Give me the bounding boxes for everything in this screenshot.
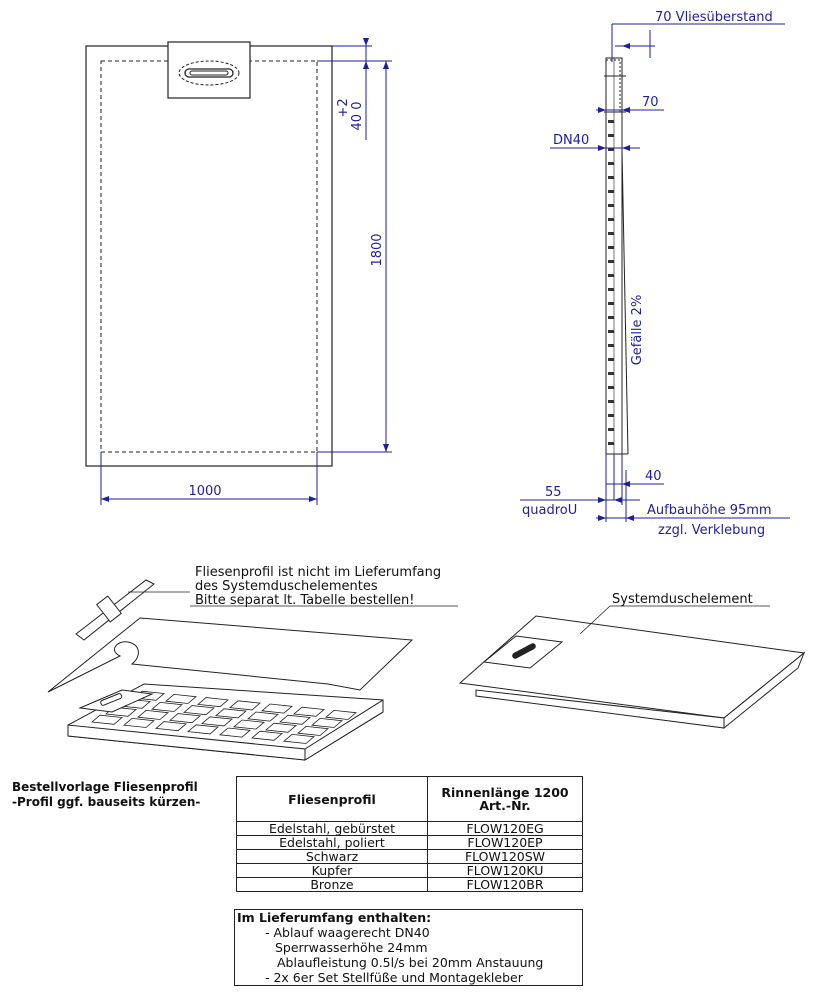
foam-hatch-mark <box>608 176 614 179</box>
note-line-1: Fliesenprofil ist nicht im Lieferumfang <box>195 565 442 580</box>
slope-label: Gefälle 2% <box>630 294 645 366</box>
foam-hatch-mark <box>608 428 614 431</box>
note-line-2: des Systemduschelementes <box>195 579 378 594</box>
length-label: 1800 <box>370 233 385 267</box>
foam-hatch-mark <box>608 120 614 123</box>
tray-label: Systemduschelement <box>612 592 753 607</box>
table-row <box>237 836 583 850</box>
order-caption-line-1: Bestellvorlage Fliesenprofil <box>12 780 198 794</box>
profile-width-arrow-a <box>598 497 606 503</box>
foam-hatch-mark <box>608 288 614 291</box>
tray-inner-outline <box>101 61 317 452</box>
foam-hatch-mark <box>608 274 614 277</box>
sealing-sheet <box>48 618 412 692</box>
side-view <box>520 10 790 538</box>
foam-hatch-mark <box>608 386 614 389</box>
profile-width-arrow-b <box>614 497 622 503</box>
drain-size-arrow-a <box>598 145 606 151</box>
article-cell: FLOW120KU <box>428 864 583 878</box>
order-caption <box>12 780 200 810</box>
table-row <box>237 878 583 892</box>
profile-name-label: quadroU <box>522 503 578 518</box>
profile-cell: Kupfer <box>237 864 428 878</box>
article-cell: FLOW120EP <box>428 836 583 850</box>
foam-hatch-mark <box>608 134 614 137</box>
foam-hatch-mark <box>608 414 614 417</box>
foam-hatch-mark <box>608 316 614 319</box>
drain-offset-label: 70 <box>642 95 659 110</box>
order-table-header-row <box>237 777 583 822</box>
inset-label-bottom: 40 0 <box>350 101 365 131</box>
table-row <box>237 822 583 836</box>
scope-of-delivery-box <box>234 909 583 986</box>
order-table <box>236 776 583 892</box>
tray-outline <box>86 46 332 466</box>
inset-arrow-bottom <box>363 61 369 69</box>
length-arrow-top <box>383 61 389 69</box>
foam-hatch-mark <box>608 302 614 305</box>
profile-cell: Schwarz <box>237 850 428 864</box>
article-cell: FLOW120BR <box>428 878 583 892</box>
width-arrow-right <box>309 496 317 502</box>
inset-label-top: +2 <box>336 98 351 118</box>
width-label: 1000 <box>188 484 222 499</box>
build-height-arrow-b <box>626 515 634 521</box>
article-cell: FLOW120SW <box>428 850 583 864</box>
scope-item: - 2x 6er Set Stellfüße und Montagekleber <box>265 970 523 985</box>
foam-hatch-mark <box>608 246 614 249</box>
width-arrow-left <box>101 496 109 502</box>
scope-item: Sperrwasserhöhe 24mm <box>275 940 428 955</box>
adhesive-label: zzgl. Verklebung <box>658 523 766 538</box>
drain-size-label: DN40 <box>553 133 590 148</box>
side-slope-line <box>622 150 628 454</box>
order-caption-line-2: -Profil ggf. bauseits kürzen- <box>12 795 201 809</box>
foam-hatch-mark <box>608 260 614 263</box>
foam-hatch-mark <box>608 358 614 361</box>
foam-hatch-mark <box>608 442 614 445</box>
foam-hatch-mark <box>608 330 614 333</box>
build-height-label: Aufbauhöhe 95mm <box>647 503 772 518</box>
foam-hatch-mark <box>608 344 614 347</box>
foam-hatch-mark <box>608 400 614 403</box>
header-profile: Fliesenprofil <box>237 777 428 822</box>
header-length-line-1: Rinnenlänge 1200 <box>441 785 569 800</box>
foam-hatch-mark <box>608 372 614 375</box>
profile-cell: Edelstahl, gebürstet <box>237 822 428 836</box>
inset-arrow-top <box>363 38 369 46</box>
profile-cell: Edelstahl, poliert <box>237 836 428 850</box>
base-height-label: 40 <box>645 469 662 484</box>
header-length <box>428 777 583 822</box>
profile-cell: Bronze <box>237 878 428 892</box>
scope-title: Im Lieferumfang enthalten: <box>237 910 432 925</box>
build-height-arrow-a <box>598 515 606 521</box>
profile-width-label: 55 <box>545 485 562 500</box>
foam-hatch-mark <box>608 162 614 165</box>
header-length-line-2: Art.-Nr. <box>479 798 531 813</box>
foam-hatch-mark <box>608 204 614 207</box>
top-view <box>86 38 392 505</box>
table-row <box>237 864 583 878</box>
overhang-label: 70 Vliesüberstand <box>655 10 773 25</box>
note-line-3: Bitte separat lt. Tabelle bestellen! <box>195 593 415 608</box>
foam-hatch-mark <box>608 218 614 221</box>
table-row <box>237 850 583 864</box>
scope-item: - Ablauf waagerecht DN40 <box>265 925 430 940</box>
article-cell: FLOW120EG <box>428 822 583 836</box>
exploded-view <box>48 565 458 760</box>
foam-hatch-mark <box>608 190 614 193</box>
length-arrow-bottom <box>383 444 389 452</box>
overhang-arrow <box>622 43 630 49</box>
drain-size-arrow-b <box>622 145 630 151</box>
foam-hatch-mark <box>608 232 614 235</box>
assembled-view <box>460 592 804 728</box>
scope-item: Ablaufleistung 0.5l/s bei 20mm Anstauung <box>277 955 544 970</box>
